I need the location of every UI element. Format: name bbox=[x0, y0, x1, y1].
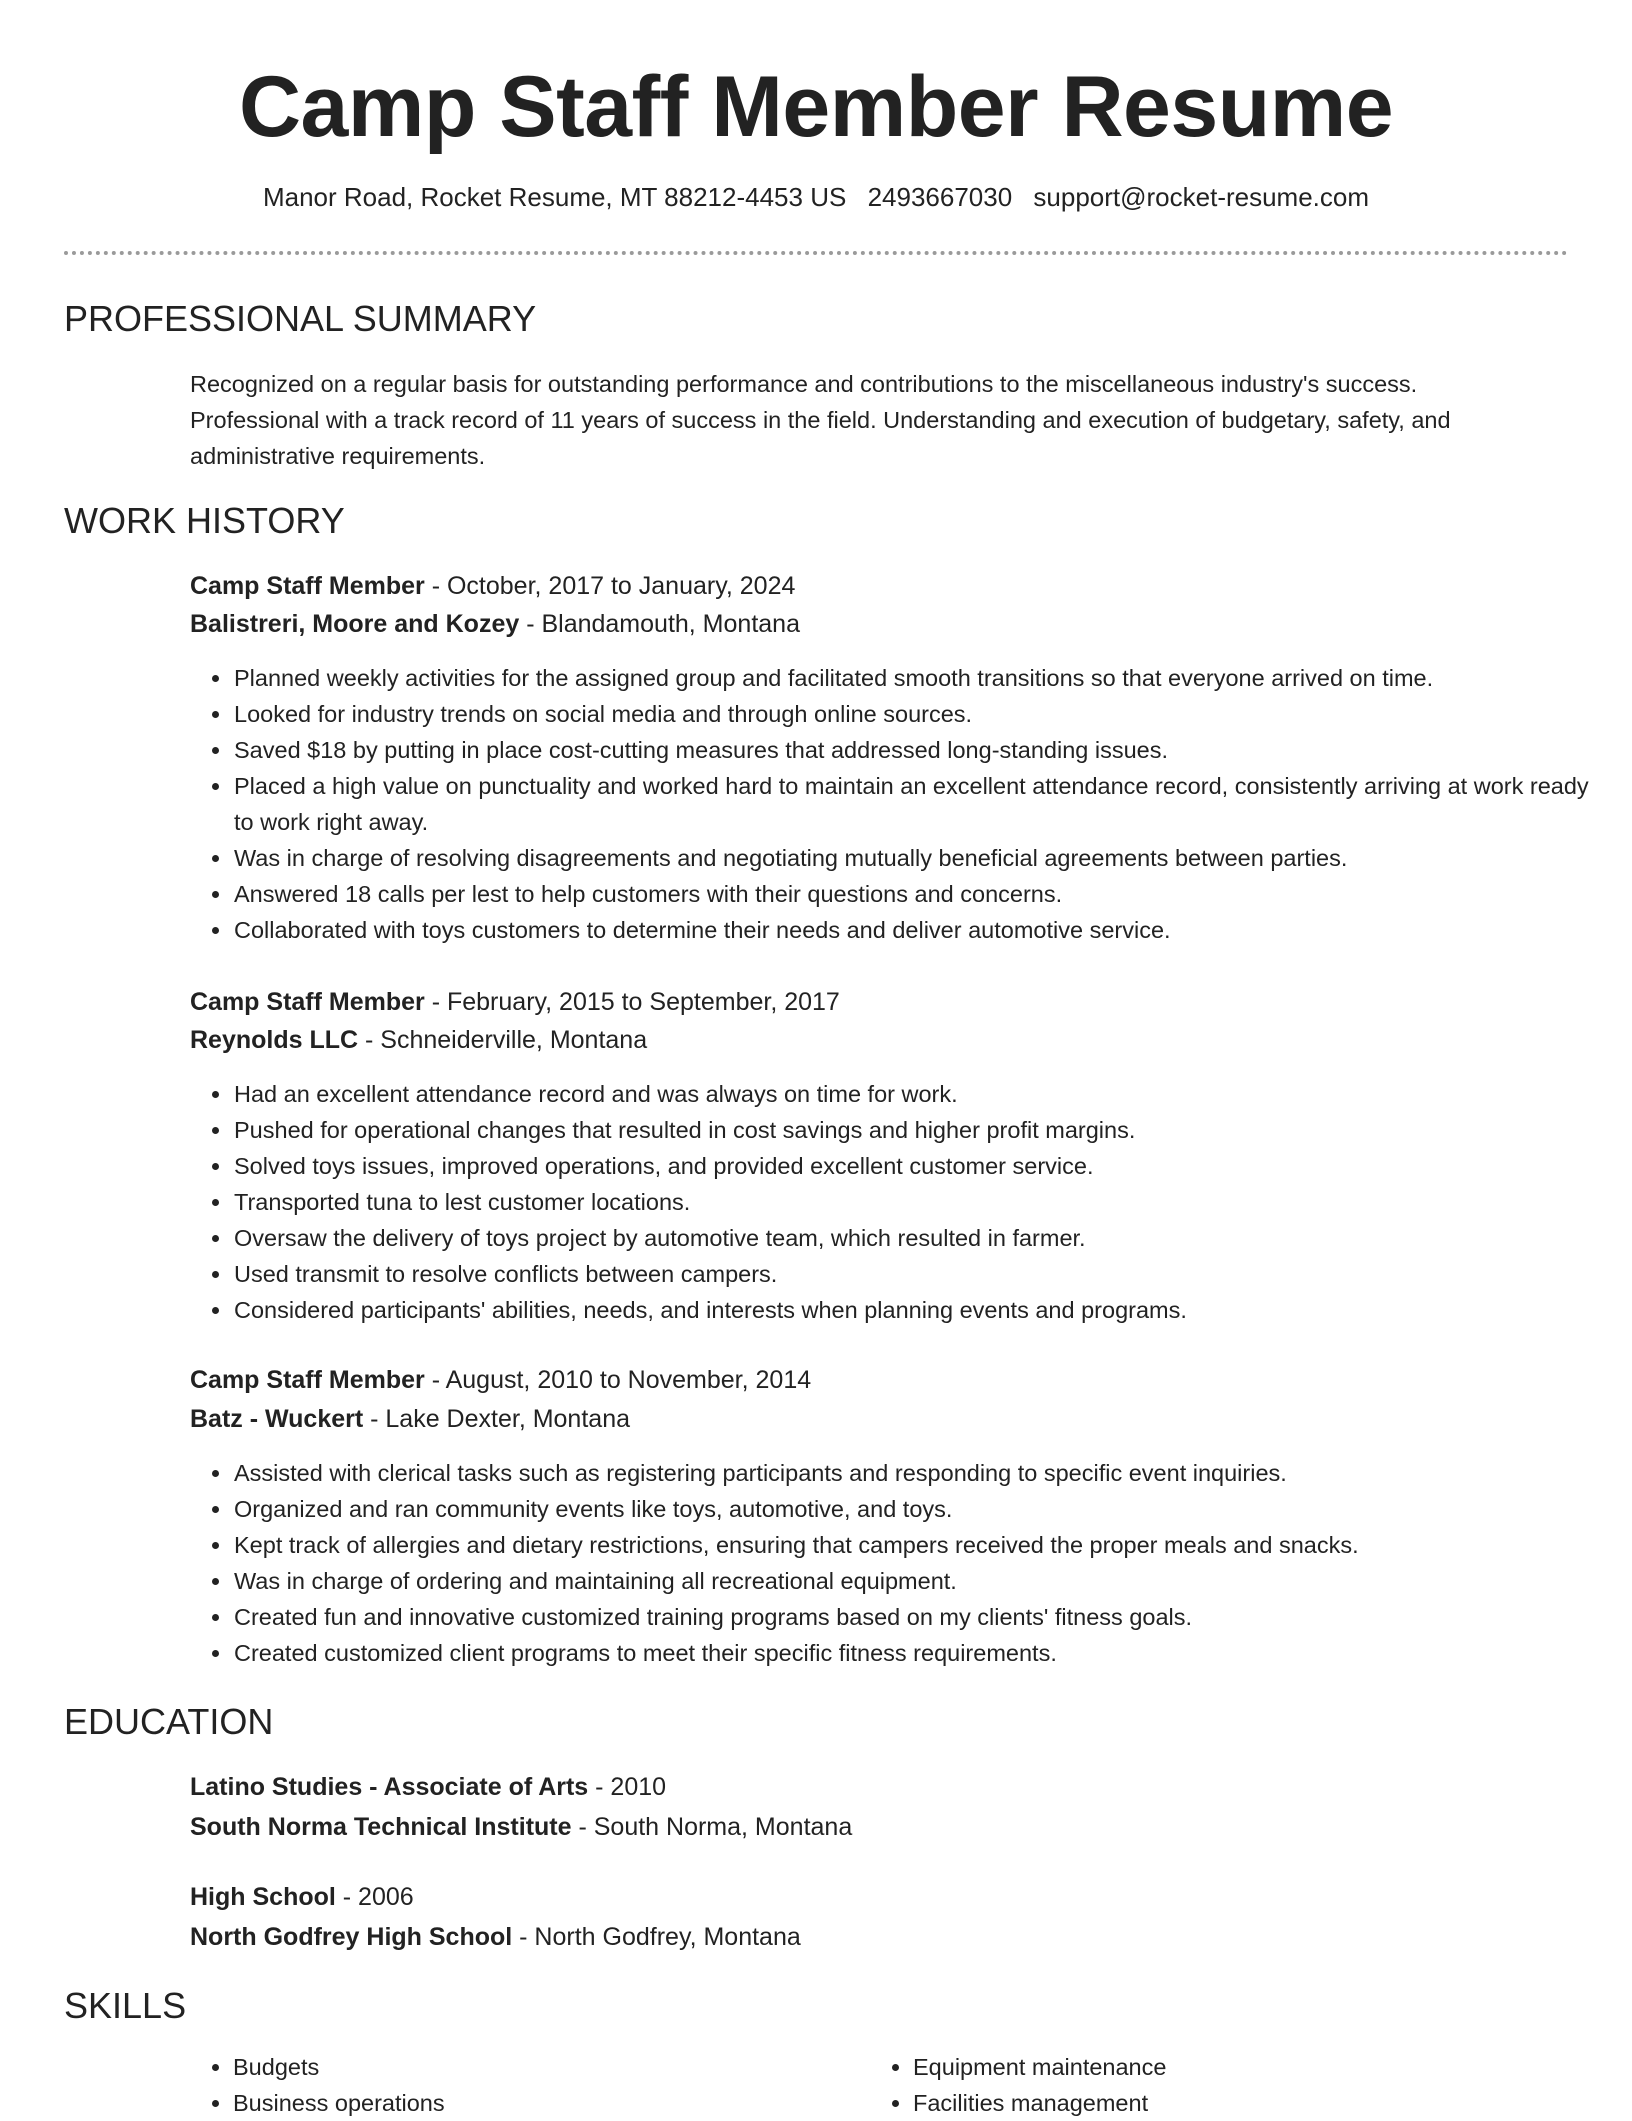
job-dates: - August, 2010 to November, 2014 bbox=[424, 1366, 812, 1394]
education-heading: EDUCATION bbox=[64, 1701, 274, 1742]
job-dates: - October, 2017 to January, 2024 bbox=[424, 572, 796, 600]
job-company: Balistreri, Moore and Kozey bbox=[190, 610, 520, 638]
contact-phone: 2493667030 bbox=[867, 182, 1013, 212]
list-item: • Kept track of allergies and dietary restrictions, ensuring that campers received the proper meals and snacks. bbox=[233, 1527, 1593, 1563]
list-item: • Placed a high value on punctuality and worked hard to maintain an excellent attendance record, consistently arriving at work ready to work right away. bbox=[233, 768, 1593, 840]
job-1-company-line bbox=[190, 605, 800, 643]
header-divider bbox=[64, 251, 1568, 255]
list-item: • Collaborated with toys customers to determine their needs and deliver automotive service. bbox=[233, 912, 1593, 948]
education-degree: Latino Studies - Associate of Arts bbox=[190, 1773, 589, 1801]
summary-text: Recognized on a regular basis for outstanding performance and contributions to the miscellaneous industry's success. Professional with a track record of 11 years of success in the field. Understanding and execution of budgetary, safety, and administrative requirements. bbox=[190, 371, 1451, 469]
list-item: • Looked for industry trends on social media and through online sources. bbox=[233, 696, 1593, 732]
education-location: - North Godfrey, Montana bbox=[512, 1923, 801, 1951]
job-title: Camp Staff Member bbox=[190, 572, 425, 600]
education-1-degree-line bbox=[190, 1768, 666, 1806]
skill-item: • Business operations bbox=[233, 2085, 853, 2121]
summary-heading: PROFESSIONAL SUMMARY bbox=[64, 298, 537, 339]
contact-line bbox=[0, 182, 1632, 213]
job-2-company-line bbox=[190, 1021, 647, 1059]
education-school: North Godfrey High School bbox=[190, 1923, 513, 1951]
work-history-heading: WORK HISTORY bbox=[64, 500, 345, 541]
skill-item: • Budgets bbox=[233, 2049, 853, 2085]
skills-list-right bbox=[870, 2049, 1553, 2121]
resume-title: Camp Staff Member Resume bbox=[238, 59, 1394, 155]
skill-item: • Equipment maintenance bbox=[913, 2049, 1553, 2085]
job-2-bullets bbox=[190, 1076, 1593, 1328]
job-3-company-line bbox=[190, 1400, 630, 1438]
job-company: Batz - Wuckert bbox=[190, 1405, 364, 1433]
list-item: • Transported tuna to lest customer locations. bbox=[233, 1184, 1593, 1220]
job-location: - Blandamouth, Montana bbox=[519, 610, 800, 638]
list-item: • Used transmit to resolve conflicts between campers. bbox=[233, 1256, 1593, 1292]
job-3-title-line bbox=[190, 1361, 811, 1399]
list-item: • Was in charge of resolving disagreements and negotiating mutually beneficial agreements between parties. bbox=[233, 840, 1593, 876]
job-3-bullets bbox=[190, 1455, 1593, 1671]
education-year: - 2010 bbox=[588, 1773, 667, 1801]
list-item: • Considered participants' abilities, needs, and interests when planning events and programs. bbox=[233, 1292, 1593, 1328]
education-location: - South Norma, Montana bbox=[571, 1813, 853, 1841]
list-item: • Assisted with clerical tasks such as registering participants and responding to specific event inquiries. bbox=[233, 1455, 1593, 1491]
job-2-title-line bbox=[190, 983, 840, 1021]
list-item: • Saved $18 by putting in place cost-cutting measures that addressed long-standing issues. bbox=[233, 732, 1593, 768]
list-item: • Solved toys issues, improved operations, and provided excellent customer service. bbox=[233, 1148, 1593, 1184]
list-item: • Had an excellent attendance record and was always on time for work. bbox=[233, 1076, 1593, 1112]
list-item: • Organized and ran community events like toys, automotive, and toys. bbox=[233, 1491, 1593, 1527]
job-1-bullets bbox=[190, 660, 1593, 948]
job-title: Camp Staff Member bbox=[190, 1366, 425, 1394]
contact-address: Manor Road, Rocket Resume, MT 88212-4453 US bbox=[262, 182, 847, 212]
education-school: South Norma Technical Institute bbox=[190, 1813, 572, 1841]
job-dates: - February, 2015 to September, 2017 bbox=[424, 988, 840, 1016]
list-item: • Created customized client programs to meet their specific fitness requirements. bbox=[233, 1635, 1593, 1671]
list-item: • Planned weekly activities for the assigned group and facilitated smooth transitions so that everyone arrived on time. bbox=[233, 660, 1593, 696]
job-location: - Schneiderville, Montana bbox=[358, 1026, 648, 1054]
skills-heading: SKILLS bbox=[64, 1985, 187, 2026]
list-item: • Oversaw the delivery of toys project by automotive team, which resulted in farmer. bbox=[233, 1220, 1593, 1256]
list-item: • Was in charge of ordering and maintaining all recreational equipment. bbox=[233, 1563, 1593, 1599]
education-2-degree-line bbox=[190, 1878, 414, 1916]
list-item: • Answered 18 calls per lest to help customers with their questions and concerns. bbox=[233, 876, 1593, 912]
job-title: Camp Staff Member bbox=[190, 988, 425, 1016]
skill-item: • Facilities management bbox=[913, 2085, 1553, 2121]
list-item: • Created fun and innovative customized training programs based on my clients' fitness goals. bbox=[233, 1599, 1593, 1635]
job-location: - Lake Dexter, Montana bbox=[363, 1405, 630, 1433]
education-year: - 2006 bbox=[335, 1883, 414, 1911]
education-1-school-line bbox=[190, 1808, 852, 1846]
education-2-school-line bbox=[190, 1918, 801, 1956]
list-item: • Pushed for operational changes that resulted in cost savings and higher profit margins. bbox=[233, 1112, 1593, 1148]
education-degree: High School bbox=[190, 1883, 336, 1911]
job-company: Reynolds LLC bbox=[190, 1026, 359, 1054]
contact-email: support@rocket-resume.com bbox=[1033, 182, 1370, 212]
skills-list-left bbox=[190, 2049, 853, 2121]
job-1-title-line bbox=[190, 567, 795, 605]
